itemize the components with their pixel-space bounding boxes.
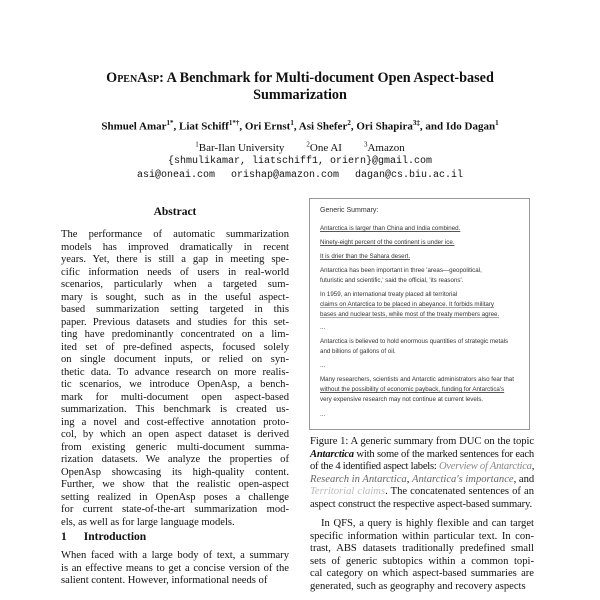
author-affiliation-mark: 1*: [166, 119, 174, 127]
figure-summary-sentence: bases and nuclear tests, while most of the treaty members agree.: [320, 311, 500, 318]
paragraph-line: specific information within particular text. In con-: [310, 530, 534, 542]
figure-summary-sentence: Antarctica has been important in three 'areas—geopolitical,: [320, 267, 482, 274]
abstract-line: paper. Previous datasets and studies for this set-: [61, 316, 289, 328]
caption-line: [310, 474, 534, 486]
figure-summary-sentence: Many researchers, scientists and Antarctic administrators also fear that: [320, 376, 514, 383]
abstract-line: Further, we show that the realistic open-aspect: [61, 479, 289, 490]
email-address: orishap@amazon.com: [230, 170, 339, 181]
figure-summary-sentence: Ninety-eight percent of the continent is under ice.: [320, 239, 455, 246]
introduction-line: is an effective means to get a concise version of the: [61, 562, 289, 574]
affiliation: [364, 142, 405, 154]
caption-text: . The concatenated sentences of an: [385, 486, 534, 497]
paper-title-line2: Summarization: [253, 87, 347, 103]
paper-title-line1: [0, 70, 600, 87]
section-heading-introduction: [61, 531, 289, 543]
abstract-heading: Abstract: [153, 206, 197, 218]
abstract-line: scenarios, particularly when a targeted sum-: [61, 279, 289, 290]
aspect-label: Research in Antarctica: [310, 473, 407, 485]
aspect-label: Territorial claims: [310, 486, 386, 497]
introduction-line: salient content. However, informational needs of: [61, 575, 268, 586]
abstract-line: col, by which an open aspect dataset is derived: [61, 429, 289, 440]
affiliation-name: Bar-Ilan University: [198, 141, 285, 154]
email-address: dagan@cs.biu.ac.il: [355, 170, 464, 181]
abstract-line: cific information needs of users in real-world: [61, 266, 289, 278]
author-affiliation-mark: 1: [495, 119, 499, 127]
affiliation: [195, 142, 284, 154]
caption-text: , and: [513, 473, 535, 485]
author-name: Ori Ernst: [244, 120, 291, 133]
abstract-line: mary is sought, such as in the useful aspect-: [61, 291, 289, 303]
affiliation-mark: 1: [195, 140, 199, 148]
abstract-line: setting realized in OpenAsp poses a challenge: [61, 491, 289, 503]
affiliation-name: One AI: [309, 141, 342, 154]
figure-1-generic-summary-box: [309, 198, 530, 430]
system-name: OpenAsp: [106, 70, 160, 86]
affiliations: [0, 140, 600, 154]
introduction-line: When faced with a large body of text, a summary: [61, 550, 289, 561]
title-text: : A Benchmark for Multi-document Open Aspect-based: [159, 70, 494, 86]
abstract-line: els, as well as for large language models.: [61, 516, 235, 528]
figure-summary-sentence: It is drier than the Sahara desert.: [320, 253, 411, 260]
author-affiliation-mark: 3‡: [412, 119, 420, 127]
author-name: and Ido Dagan: [425, 120, 496, 133]
abstract-line: ing a novel and cost-effective annotation proto-: [61, 416, 289, 428]
email-address: asi@oneai.com: [136, 170, 215, 181]
author-affiliation-mark: 1: [290, 119, 294, 127]
figure-summary-sentence: futuristic and scientific,' said the official, 'its reasons'.: [320, 277, 464, 284]
caption-line: [310, 461, 534, 473]
figure-summary-sentence: Generic Summary:: [320, 207, 379, 214]
caption-text: ,: [406, 473, 412, 485]
caption-text: with some of the marked sentences for each: [353, 448, 534, 460]
figure-summary-sentence: In 1959, an international treaty placed all territorial: [320, 291, 458, 298]
author-affiliation-mark: 2: [347, 119, 351, 127]
affiliation-mark: 3: [363, 140, 368, 148]
abstract-line: rization datasets. We analyze the properties of: [61, 454, 289, 465]
abstract-line: based summarization setting targeted in this: [61, 304, 289, 315]
caption-line: [310, 486, 534, 498]
paragraph-line: trast, ABS datasets traditionally predefined small: [310, 543, 534, 554]
author-name: Ori Shapira: [356, 120, 413, 133]
figure-summary-sentence: Antarctica is believed to hold enormous quantities of strategic metals: [320, 338, 509, 345]
author-name: Shmuel Amar: [101, 120, 167, 133]
abstract-line: mark for multi-document open aspect-based: [61, 391, 289, 403]
caption-text: aspect construct the respective aspect-based summary.: [310, 498, 532, 510]
paragraph-line: In QFS, a query is highly flexible and can target: [321, 518, 534, 529]
email-line-1: {shmulikamar, liatschiff1, oriern}@gmail.com: [167, 156, 433, 167]
author-affiliation-mark: 1*†: [228, 119, 240, 127]
email-line-2: [0, 170, 600, 181]
caption-line: [310, 436, 534, 448]
section-number: 1: [61, 531, 67, 543]
caption-line: [310, 499, 534, 511]
figure-summary-sentence: without the possibility of economic payback, funding for Antarctica's: [320, 386, 505, 393]
figure-summary-sentence: and billions of gallons of oil.: [320, 348, 396, 355]
section-title: Introduction: [83, 531, 147, 543]
figure-summary-sentence: ...: [320, 324, 326, 331]
abstract-line: tic scenarios, we introduce OpenAsp, a bench-: [61, 379, 289, 390]
caption-text: Figure 1: A generic summary from DUC on the topic: [310, 436, 534, 447]
affiliation-mark: 2: [306, 140, 310, 148]
figure-summary-sentence: Antarctica is larger than China and India combined.: [320, 225, 461, 232]
abstract-line: thetic data. To advance research on more realis-: [61, 366, 289, 378]
author-name: Asi Shefer: [298, 120, 348, 133]
abstract-line: ting have predominantly concentrated on a lim-: [61, 329, 289, 340]
abstract-line: years. Yet, there is still a gap in meeting spe-: [61, 254, 289, 265]
figure-summary-sentence: very expensive research may not continue at current levels.: [320, 396, 484, 403]
caption-text: ,: [531, 461, 535, 472]
abstract-line: ited set of pre-defined aspects, focused solely: [61, 341, 289, 353]
caption-text: of the 4 identified aspect labels:: [310, 461, 439, 472]
abstract-line: on single document inputs, or relied on syn-: [61, 354, 289, 365]
author-list: Shmuel Amar$^{1*}$, Liat Schiff$^{1*\dagger}$, Ori Ernst$^1$, Asi Shefer$^2$, Ori Shapira$^{3\ddagger}$, and Ido Dagan$^1$: [101, 119, 499, 133]
abstract-line: summarization. This benchmark is created us-: [61, 404, 289, 415]
abstract-line: OpenAsp showcasing its high-quality content.: [61, 466, 289, 478]
abstract-line: for current state-of-the-art summarization mod-: [61, 504, 289, 515]
caption-line: [310, 449, 534, 461]
abstract-line: The performance of automatic summarization: [61, 229, 289, 240]
figure-summary-sentence: ...: [320, 411, 326, 418]
author-name: Liat Schiff: [179, 120, 229, 133]
paragraph-line: cal category on which aspect-based summaries are: [310, 568, 534, 579]
aspect-label: Overview of Antarctica: [438, 461, 532, 472]
aspect-label: Antarctica's importance: [412, 473, 514, 485]
affiliation-name: Amazon: [367, 141, 405, 154]
figure-summary-sentence: ...: [320, 362, 326, 369]
abstract-line: models has improved dramatically in recent: [61, 241, 289, 253]
affiliation: [306, 142, 342, 154]
abstract-line: from existing generic multi-document summa-: [61, 441, 289, 453]
aspect-label: Antarctica: [310, 448, 354, 460]
figure-summary-sentence: claims on Antarctica to be placed in abeyance. It forbids military: [320, 301, 495, 308]
paragraph-line: sets of generic subtopics within a common topi-: [310, 555, 534, 567]
paragraph-line: generated, such as geography and recovery aspects: [310, 580, 526, 592]
